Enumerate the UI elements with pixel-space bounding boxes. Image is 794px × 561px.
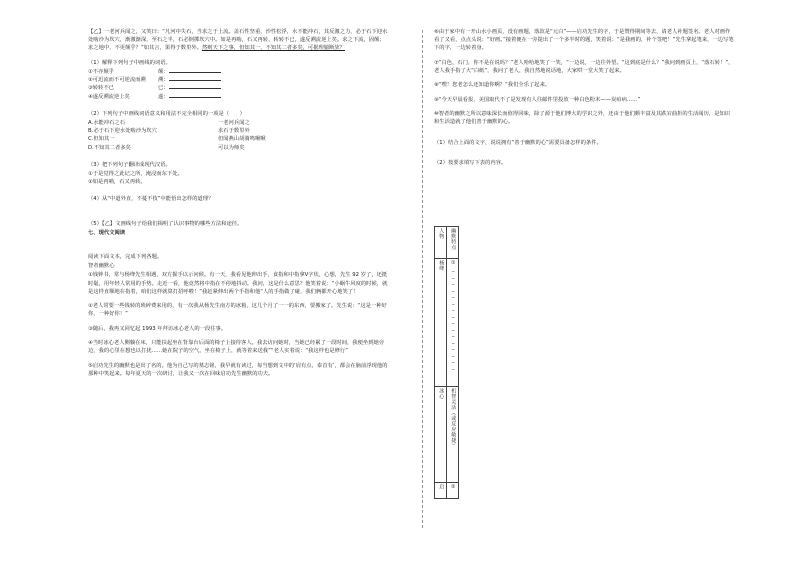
option-c-pair: 但闻燕山胡骑鸣啾啾 <box>218 136 266 143</box>
q1-item: ②可迅流而不可逆流而溯 溯： <box>88 76 388 84</box>
option-a-pair: 一老河兵闻之 <box>218 120 250 127</box>
question-4: （4）从“中道外直，不蔓不枝”中能悟出怎样的道理？ <box>88 196 214 203</box>
question-1-title: （1）解释下列句子中画线的词语。 <box>88 59 171 66</box>
feature-cell[interactable]: ② <box>450 484 457 491</box>
option-c[interactable]: C.但知其一 <box>88 136 115 143</box>
question-5: （5）【乙】文画线句子给我们揭明了认识事物的哪些方法和途径。 <box>88 220 243 227</box>
section-heading: 七、现代文阅读 <box>88 229 126 236</box>
right-column <box>434 28 734 173</box>
question-2-options <box>88 119 388 152</box>
question-1-items <box>88 68 388 101</box>
essay-paragraph: ⑤启功先生的幽默也是出了名的。他为自己写的墓志铭，我早就有读过，每当想到文中的‘肩有点，泰首有’，都会在脑前浮现他的那种中笑起来。每年夏天的一次研讨，让我又一次在回味启功先生幽默的功夫。 <box>88 362 388 378</box>
header-feature: 幽默特点 <box>450 228 457 250</box>
answer-blank[interactable] <box>169 68 221 73</box>
option-d[interactable]: D.不知其二者多矣 <box>88 144 131 151</box>
essay-paragraph: ⑩智者的幽默之所以意味深长而值得回味，除了源于他们博大的学识之外，还由于他们颇丰富及其跌宕曲折的生活阅历，是知识和生活造就了他们善于幽默的心。 <box>434 111 731 126</box>
option-d-pair: 可以为师矣 <box>218 144 245 151</box>
table-row <box>435 387 459 483</box>
question-3-items <box>88 170 388 186</box>
answer-table <box>434 226 459 499</box>
question-2-title: （2）下列句子中画线词语意义和用法不完全相同的一项是（ ） <box>88 110 245 117</box>
header-person: 人物 <box>438 228 445 239</box>
person-cell: 冰心 <box>438 388 445 399</box>
table-header-row <box>435 227 459 259</box>
essay-paragraph: ⑥由于家中有一开山水小画页，没有画题，落款是“元白”——启功先生的字，于是赞得期间等去，请老人补题签名。老人对画作看了又看，点点头说：“好画。”接着便在一旁提出了一个多半时的题，笑着说：“是我画的，补个签吧！”先生拿起笔来，一边写笔下的字，一边转着身。 <box>434 29 734 52</box>
passage-b: 【乙】一老河兵闻之，又笑曰：“凡河中失石，当求之于上流。盖石性坚重，沙性松浮，水不能冲石，其反激之力，必于石下迎水处啮沙为坎穴，渐激渐深，至石之半，石必倒掷坎穴中。如是再啮，石又再转，转转不已，遂反溯流逆上矣。求之下流，固颠；求之地中，不更颠乎？”如其言，果得于数里外。然则天下之事，但知其一，不知其二者多矣，可据理臆断欤？ <box>88 29 388 52</box>
left-column <box>88 28 388 384</box>
q3-item: ①于是觉得之此记之所，淹浸而东下处。 <box>88 171 183 178</box>
q1-item: ③转转不已 已： <box>88 84 388 92</box>
option-b-pair: 求石于数里外 <box>218 128 250 135</box>
essay-paragraph: ⑧“嘿！您老怎么还知道你啊？”我们全乐了起来。 <box>434 82 551 89</box>
essay-paragraph: ①钱钟书，常与杨绛先生相遇，双方握手以示问候。有一天，我看见他伸出手，食指和中指拿V字状，心想，先生 92 岁了，还挺时髦，用年轻人常用的手势。走近一看，他竟然将中指在不停地抖动。我问，这是什么意思？他笑着说：“小蜗牛风度的时候，就是这样直顺地在指着，咱们这样就算打招呼啦！”我赶紧伸出两个手指和他“人的手指做了碰，我们俩都开心地笑了！ <box>88 272 388 295</box>
q1-item: ④遂反溯流逆上矣 遂： <box>88 93 388 101</box>
essay-paragraph: ⑨“今天早晨看报，美国取代不了是发现有人往邮件里投放一种白色粉末——炭疽病……” <box>434 96 641 103</box>
table-row <box>435 483 459 499</box>
column-divider <box>422 30 423 528</box>
option-a[interactable]: A.水能冲石之石 <box>88 120 125 127</box>
essay-paragraph: ②老人常要一些钱转的琐碎费来用的，有一次我从杨先生南方的冰箱，这几个月了一一的东西，要搬家了。先生说：“这是一种好你，一种好你！” <box>88 303 387 318</box>
essay-title: 智者幽默心 <box>88 263 115 270</box>
essay-paragraph: ③随后，我再又回忆起 1993 年拜访冰心老人的一段往事。 <box>88 325 227 332</box>
table-row <box>435 259 459 387</box>
essay-paragraph: ④当时冰心老人侧躺在床，只能扶起坐在背靠台后面的椅子上接待客人。我去访问她时，当她已经累了一段时间，我便坐到她旁边，我的心里在想也以打扰……她在院子的空气，坐在椅子上，就等着来送我”“老人实着说：“我这样也是修行” <box>88 340 385 355</box>
answer-blank[interactable] <box>169 93 221 98</box>
reading-intro: 阅读下面文本，完成下列各题。 <box>88 254 163 261</box>
answer-blank[interactable] <box>169 76 221 81</box>
feature-cell[interactable]: ①________________ <box>450 260 457 371</box>
question-2: （2）按要求填写下表的内容。 <box>434 159 507 166</box>
q1-item: ①不亦颠乎 颠： <box>88 68 388 76</box>
person-cell: 启 <box>438 484 445 490</box>
option-b[interactable]: B.必于石下迎水处啮沙为坎穴 <box>88 128 157 135</box>
question-3-title: （3）把下列句子翻译成现代汉语。 <box>88 161 171 168</box>
essay-paragraph: ⑦“白色，石门，你不是在说吗？”老人哈哈地笑了一笑，“一边说，一边往外望。“这到底是什么？”我问到画页上，“落石转！”，老人我手指了大“白纸”，我问了老人，我自然地说话地，大家哄一堂大笑了起来。 <box>434 59 734 74</box>
q3-item: ②如是再啮，石又再转。 <box>88 179 146 186</box>
answer-blank[interactable] <box>169 84 221 89</box>
feature-cell: 机智灵活（或反应敏捷） <box>450 388 457 449</box>
person-cell: 杨绛 <box>438 260 445 271</box>
question-1: （1）结合上面的文字，说说拥有“善于幽默的心”需要具备怎样的条件。 <box>434 139 602 146</box>
passage-b-underlined: 然则天下之事，但知其一，不知其二者多矣，可据理臆断欤？ <box>201 45 346 52</box>
